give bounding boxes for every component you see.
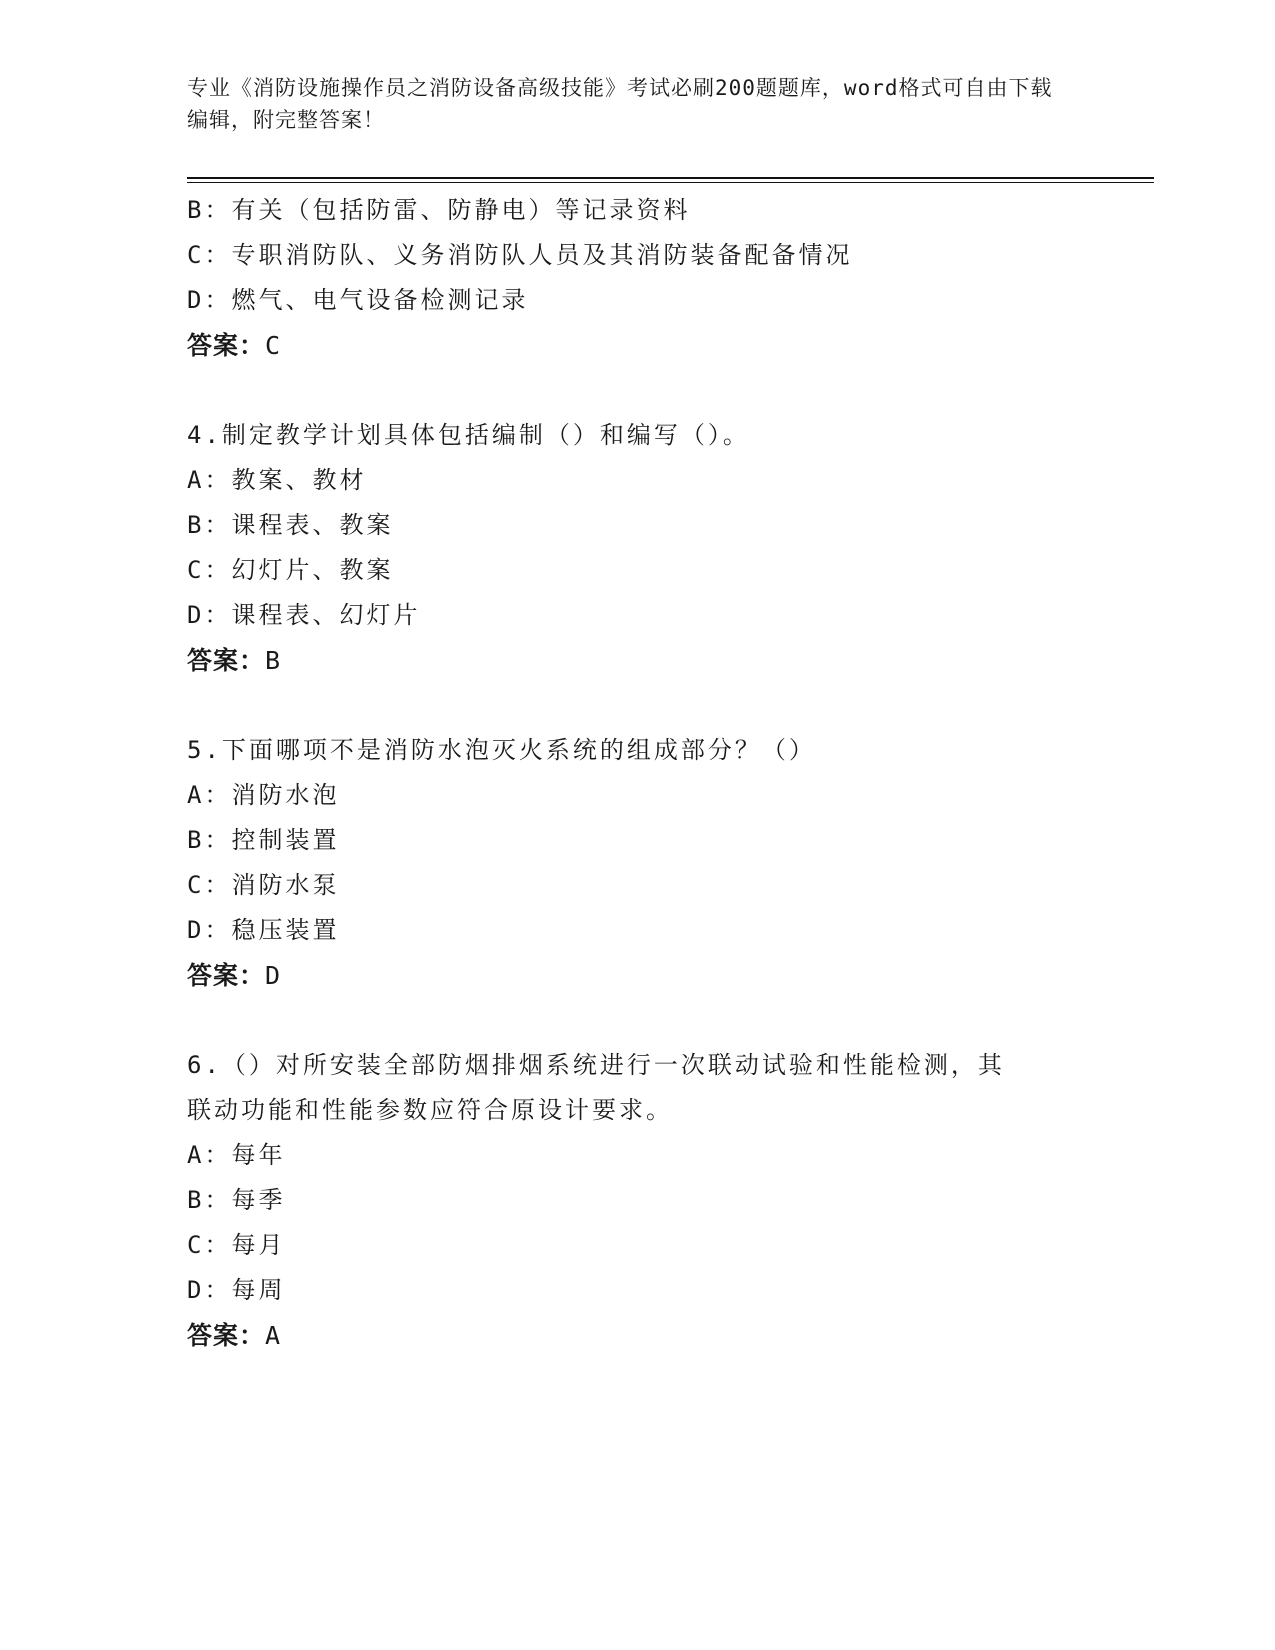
question-5 <box>187 728 1087 998</box>
answer-value: D <box>265 961 282 990</box>
option-d: D：每周 <box>187 1276 286 1304</box>
answer-value: B <box>265 646 282 675</box>
document-header: 专业《消防设施操作员之消防设备高级技能》考试必刷200题题库，word格式可自由下载编辑，附完整答案！ <box>187 76 1053 132</box>
option-b: B：每季 <box>187 1186 286 1214</box>
header-divider-thin <box>187 182 1154 183</box>
answer-line <box>187 638 1087 683</box>
question-3-continuation <box>187 188 1087 368</box>
option-d: D：课程表、幻灯片 <box>187 601 421 629</box>
question-stem-line-2: 联动功能和性能参数应符合原设计要求。 <box>187 1096 673 1124</box>
answer-value: A <box>265 1321 282 1350</box>
question-4 <box>187 413 1087 683</box>
question-stem: 4.制定教学计划具体包括编制（）和编写（）。 <box>187 421 750 449</box>
answer-label: 答案： <box>187 331 266 360</box>
answer-label: 答案： <box>187 961 266 990</box>
option-c: C：每月 <box>187 1231 286 1259</box>
option-c: C：消防水泵 <box>187 871 340 899</box>
option-a: A：教案、教材 <box>187 466 367 494</box>
option-c: C：专职消防队、义务消防队人员及其消防装备配备情况 <box>187 241 853 269</box>
option-b: B：课程表、教案 <box>187 511 394 539</box>
answer-line <box>187 953 1087 998</box>
answer-line <box>187 1313 1087 1358</box>
question-stem: 5.下面哪项不是消防水泡灭火系统的组成部分？（） <box>187 736 816 764</box>
option-b: B：控制装置 <box>187 826 340 854</box>
option-c: C：幻灯片、教案 <box>187 556 394 584</box>
header-divider-thick <box>187 177 1154 179</box>
option-a: A：消防水泡 <box>187 781 340 809</box>
answer-value: C <box>265 331 282 360</box>
question-content <box>187 188 1087 1358</box>
option-d: D：稳压装置 <box>187 916 340 944</box>
answer-line <box>187 323 1087 368</box>
option-b: B：有关（包括防雷、防静电）等记录资料 <box>187 196 691 224</box>
option-a: A：每年 <box>187 1141 286 1169</box>
question-stem-line-1: 6.（）对所安装全部防烟排烟系统进行一次联动试验和性能检测，其 <box>187 1051 1005 1079</box>
option-d: D：燃气、电气设备检测记录 <box>187 286 529 314</box>
answer-label: 答案： <box>187 1321 266 1350</box>
answer-label: 答案： <box>187 646 266 675</box>
question-6 <box>187 1043 1087 1358</box>
